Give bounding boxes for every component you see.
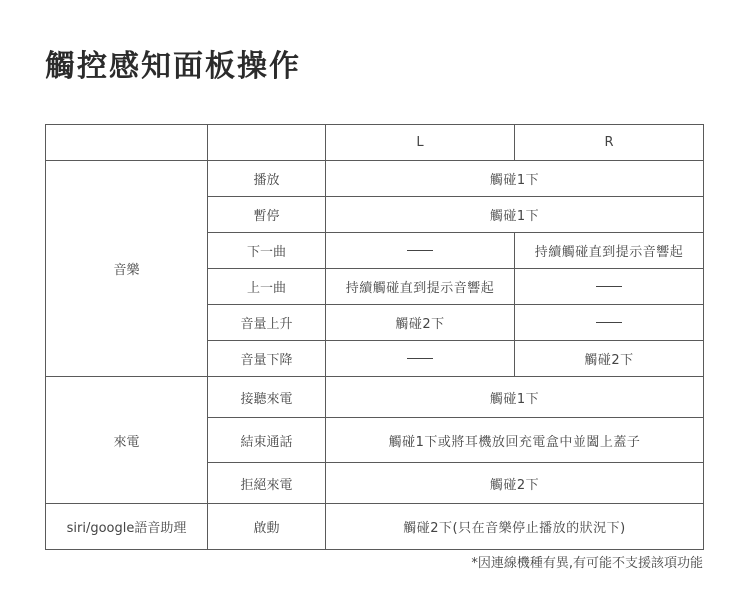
table-header-row [46, 125, 704, 161]
group-label-music: 音樂 [46, 161, 208, 377]
header-blank-cell [46, 125, 208, 161]
dash-mark [407, 250, 433, 251]
action-label: 暫停 [208, 197, 326, 233]
action-label: 播放 [208, 161, 326, 197]
dash-mark [407, 358, 433, 359]
header-blank-cell [208, 125, 326, 161]
footnote: *因連線機種有異,有可能不支援該項功能 [471, 556, 703, 571]
operation-right: 觸碰2下 [515, 341, 704, 377]
action-label: 啟動 [208, 504, 326, 550]
header-right: R [515, 125, 704, 161]
group-label-assistant: siri/google語音助理 [46, 504, 208, 550]
operation-left-none [326, 233, 515, 269]
action-label: 下一曲 [208, 233, 326, 269]
action-label: 音量上升 [208, 305, 326, 341]
operation-right-none [515, 305, 704, 341]
operation-both: 觸碰2下(只在音樂停止播放的狀況下) [326, 504, 704, 550]
dash-mark [596, 286, 622, 287]
operation-both: 觸碰1下或將耳機放回充電盒中並闔上蓋子 [326, 418, 704, 463]
table-row [46, 504, 704, 550]
page-title: 觸控感知面板操作 [45, 49, 301, 84]
operation-left: 持續觸碰直到提示音響起 [326, 269, 515, 305]
operation-both: 觸碰1下 [326, 161, 704, 197]
action-label: 接聽來電 [208, 377, 326, 418]
operation-left-none [326, 341, 515, 377]
operation-left: 觸碰2下 [326, 305, 515, 341]
action-label: 上一曲 [208, 269, 326, 305]
table-row [46, 377, 704, 418]
table-row [46, 161, 704, 197]
operation-both: 觸碰1下 [326, 197, 704, 233]
operation-both: 觸碰1下 [326, 377, 704, 418]
action-label: 拒絕來電 [208, 463, 326, 504]
header-left: L [326, 125, 515, 161]
operation-right-none [515, 269, 704, 305]
action-label: 結束通話 [208, 418, 326, 463]
action-label: 音量下降 [208, 341, 326, 377]
group-label-call: 來電 [46, 377, 208, 504]
operation-both: 觸碰2下 [326, 463, 704, 504]
operation-right: 持續觸碰直到提示音響起 [515, 233, 704, 269]
touch-operations-table [45, 124, 704, 550]
dash-mark [596, 322, 622, 323]
